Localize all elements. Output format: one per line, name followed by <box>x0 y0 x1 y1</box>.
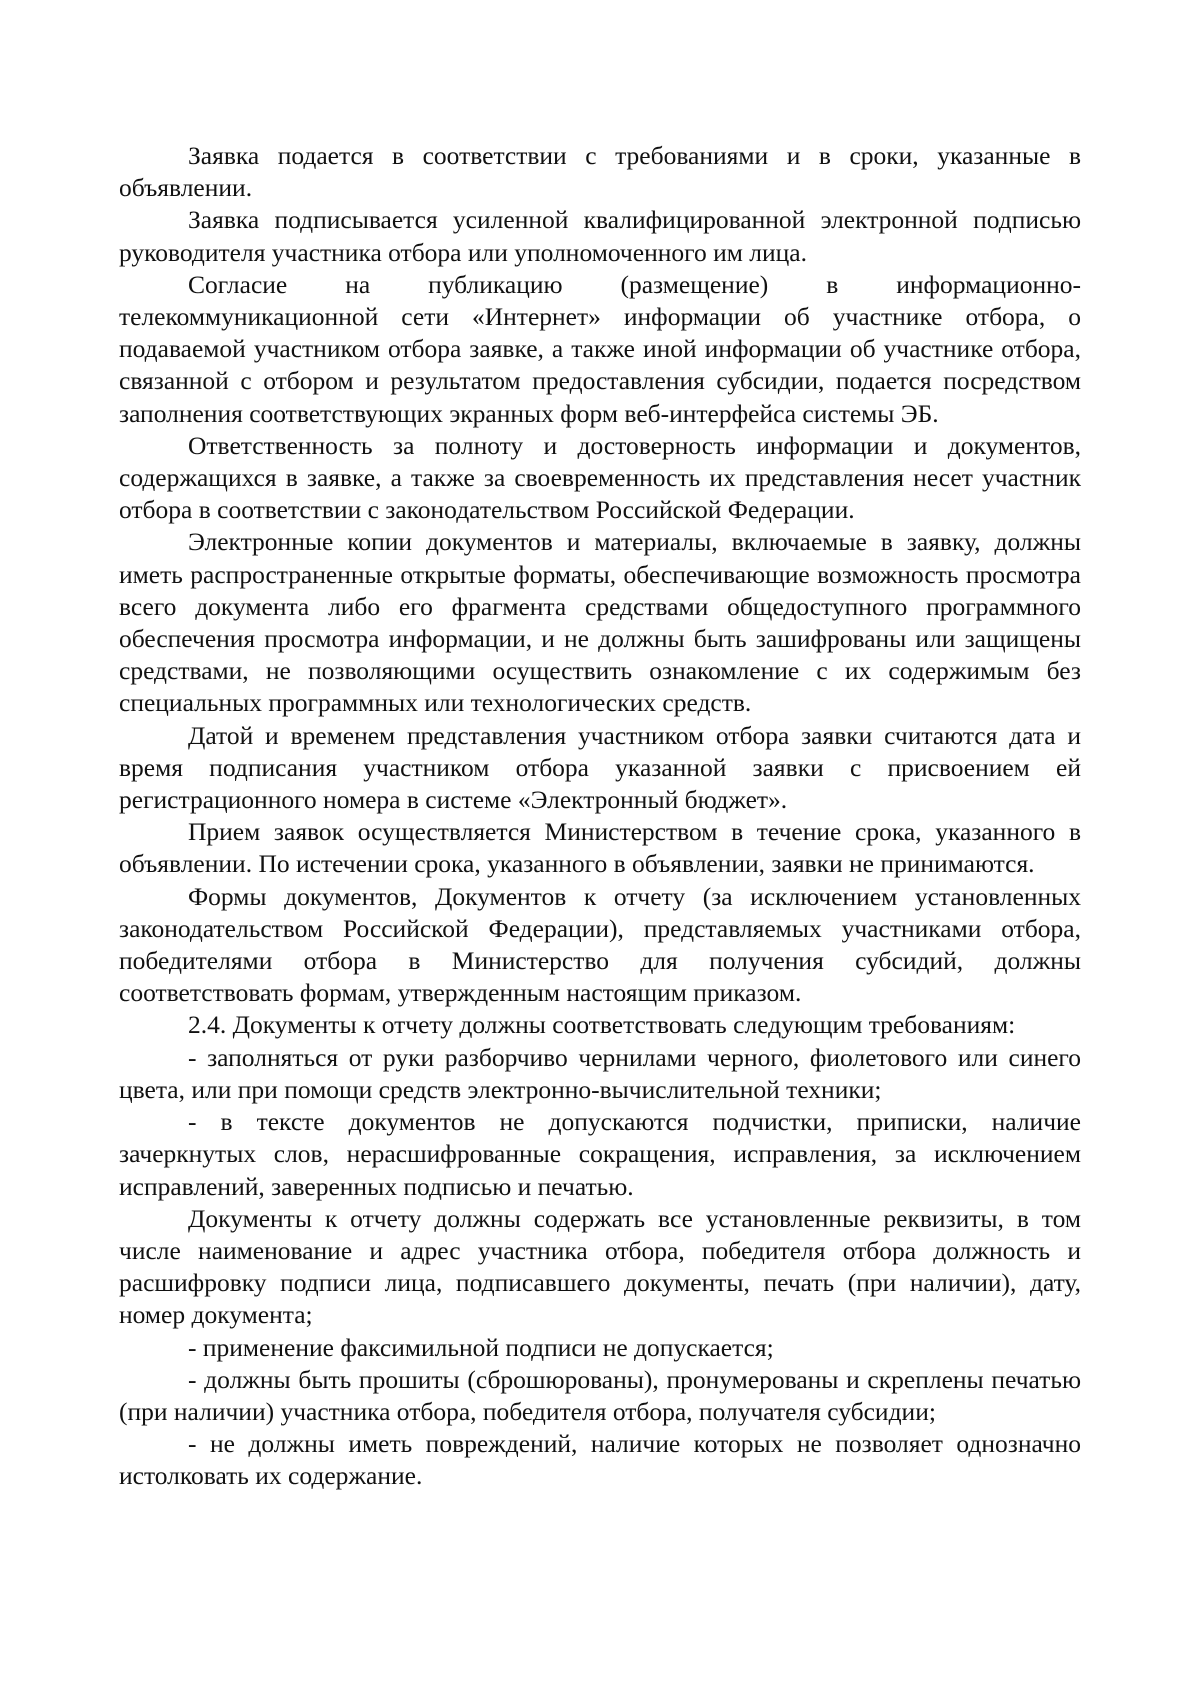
paragraph-10: - заполняться от руки разборчиво чернилами черного, фиолетового или синего цвета, или при помощи средств электронно-вычислительной техники; <box>119 1042 1081 1104</box>
paragraph-8: Формы документов, Документов к отчету (за исключением установленных законодательством Российской Федерации), представляемых участниками отбора, победителями отбора в Министерство для получения субсидий, должны соответствовать формам, утвержденным настоящим приказом. <box>119 881 1081 1008</box>
paragraph-13: - применение факсимильной подписи не допускается; <box>188 1332 774 1362</box>
paragraph-1: Заявка подается в соответствии с требованиями и в сроки, указанные в объявлении. <box>119 141 1081 203</box>
paragraph-14: - должны быть прошиты (сброшюрованы), пронумерованы и скреплены печатью (при наличии) участника отбора, победителя отбора, получателя субсидии; <box>119 1364 1081 1426</box>
paragraph-9: 2.4. Документы к отчету должны соответствовать следующим требованиям: <box>188 1010 1016 1040</box>
paragraph-3: Согласие на публикацию (размещение) в информационно-телекоммуникационной сети «Интернет» информации об участнике отбора, о подаваемой участником отбора заявке, а также иной информации об участнике отбора, связанной с отбором и результатом предоставления субсидии, подается посредством заполнения соответствующих экранных форм веб-интерфейса системы ЭБ. <box>119 269 1081 428</box>
paragraph-5: Электронные копии документов и материалы, включаемые в заявку, должны иметь распространенные открытые форматы, обеспечивающие возможность просмотра всего документа либо его фрагмента средствами общедоступного программного обеспечения просмотра информации, и не должны быть зашифрованы или защищены средствами, не позволяющими осуществить ознакомление с их содержимым без специальных программных или технологических средств. <box>119 527 1081 718</box>
paragraph-2: Заявка подписывается усиленной квалифицированной электронной подписью руководителя участника отбора или уполномоченного им лица. <box>119 205 1081 267</box>
paragraph-6: Датой и временем представления участником отбора заявки считаются дата и время подписания участником отбора указанной заявки с присвоением ей регистрационного номера в системе «Электронный бюджет». <box>119 720 1081 815</box>
paragraph-15: - не должны иметь повреждений, наличие которых не позволяет однозначно истолковать их содержание. <box>119 1429 1081 1491</box>
paragraph-4: Ответственность за полноту и достоверность информации и документов, содержащихся в заявке, а также за своевременность их представления несет участник отбора в соответствии с законодательством Российской Федерации. <box>119 430 1081 525</box>
paragraph-7: Прием заявок осуществляется Министерством в течение срока, указанного в объявлении. По истечении срока, указанного в объявлении, заявки не принимаются. <box>119 817 1081 879</box>
document-body <box>119 140 1081 1493</box>
paragraph-12: Документы к отчету должны содержать все установленные реквизиты, в том числе наименование и адрес участника отбора, победителя отбора должность и расшифровку подписи лица, подписавшего документы, печать (при наличии), дату, номер документа; <box>119 1203 1081 1330</box>
paragraph-11: - в тексте документов не допускаются подчистки, приписки, наличие зачеркнутых слов, нерасшифрованные сокращения, исправления, за исключением исправлений, заверенных подписью и печатью. <box>119 1107 1081 1201</box>
